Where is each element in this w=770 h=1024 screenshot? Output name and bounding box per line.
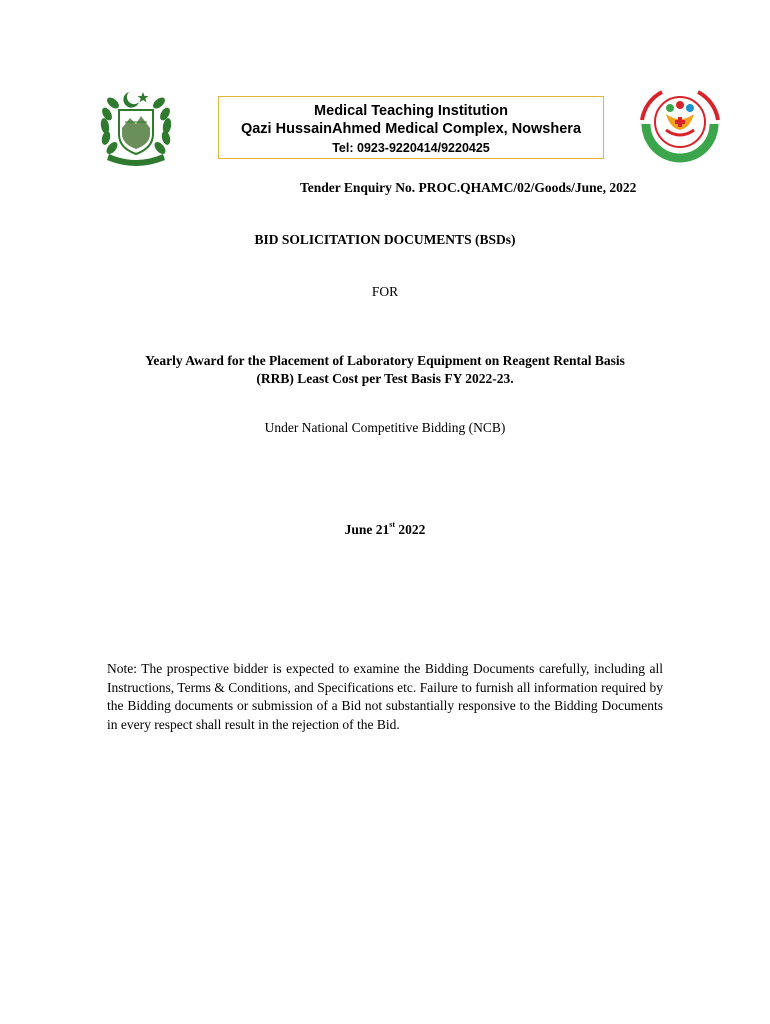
for-label: FOR bbox=[371, 284, 399, 299]
institution-name: Medical Teaching Institution bbox=[314, 103, 508, 119]
tender-enquiry-number: Tender Enquiry No. PROC.QHAMC/02/Goods/June, 2022 bbox=[300, 180, 637, 195]
document-type-heading: BID SOLICITATION DOCUMENTS (BSDs) bbox=[254, 232, 516, 247]
telephone-numbers: Tel: 0923-9220414/9220425 bbox=[332, 141, 490, 155]
complex-name: Qazi HussainAhmed Medical Complex, Nowshera bbox=[240, 121, 582, 137]
kpk-government-emblem-icon bbox=[95, 86, 177, 168]
date-day: June 21 bbox=[344, 522, 390, 537]
issue-date bbox=[0, 522, 770, 538]
tender-title-line-2: (RRB) Least Cost per Test Basis FY 2022-23. bbox=[256, 371, 514, 386]
date-year: 2022 bbox=[398, 522, 426, 537]
tender-title-line-1: Yearly Award for the Placement of Laboratory Equipment on Reagent Rental Basis bbox=[145, 353, 625, 368]
hospital-logo-icon bbox=[636, 86, 724, 166]
bidding-type: Under National Competitive Bidding (NCB) bbox=[264, 420, 506, 435]
date-ordinal-suffix: st bbox=[389, 520, 396, 529]
tender-title bbox=[0, 352, 770, 388]
institution-header-box bbox=[218, 96, 604, 159]
bidder-note: Note: The prospective bidder is expected to examine the Bidding Documents carefully, including all Instructions, Terms & Conditions, and Specifications etc. Failure to furnish all information required by the Bidding documents or submission of a Bid not substantially responsive to the Bidding Documents in every respect shall result in the rejection of the Bid. bbox=[107, 661, 663, 732]
